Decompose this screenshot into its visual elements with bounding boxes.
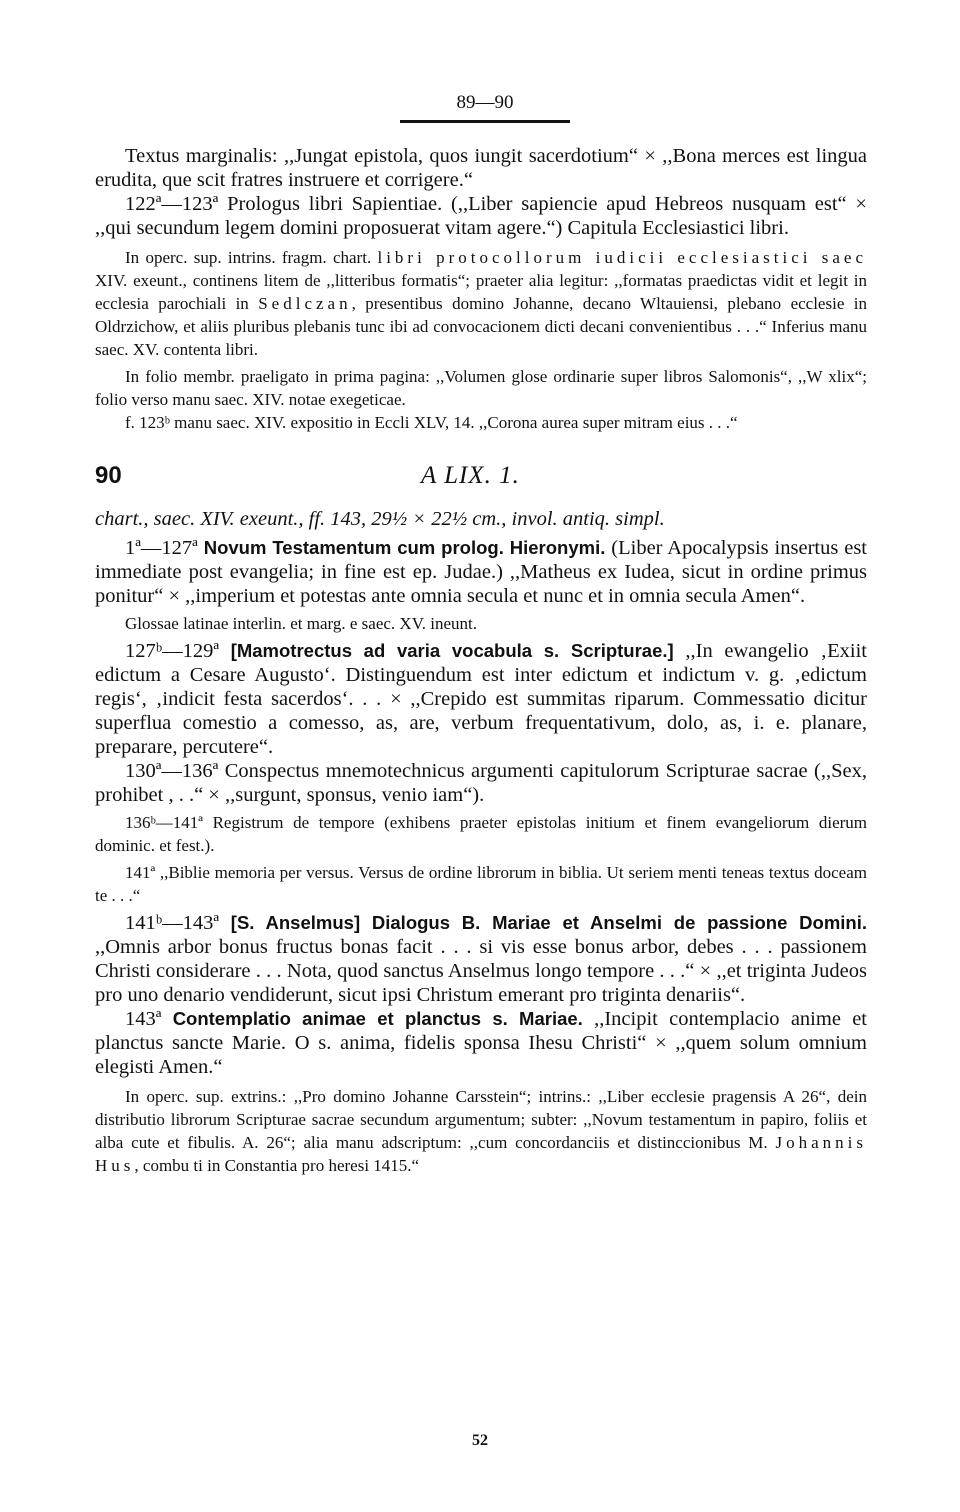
operc-note-spaced: libri protocollorum iudicii ecclesiastici saec [377, 248, 868, 267]
operc-extrins-note [95, 1085, 867, 1177]
item-range: 1ª—127ª [125, 537, 204, 559]
item-range: 141ᵇ—143ª [125, 912, 231, 934]
item-title: [S. Anselmus] Dialogus B. Mariae et Anselmi de passione Domini. [230, 912, 867, 933]
item-mamotrectus [95, 639, 867, 759]
operc-extrins-b: , combu ti in Constantia pro heresi 1415.“ [134, 1156, 420, 1175]
item-text: ,,Omnis arbor bonus fructus bonas facit . . . si vis esse bonus arbor, debes . . . passionem Christi considerare . . . Nota, quod sanctus Anselmus longo tempore . . .“ × ,,et triginta Judeos pro uno denario vendiderunt, sicut ipsi Christum emerant pro triginta denariis“. [95, 936, 867, 1006]
running-head: 89—90 [456, 92, 514, 113]
item-range: 143ª [125, 1008, 173, 1030]
folio-123b-note: f. 123ᵇ manu saec. XIV. expositio in Eccli XLV, 14. ,,Corona aurea super mitram eius . . .“ [125, 413, 738, 432]
item-novum-testamentum [95, 536, 867, 608]
page-body [95, 144, 867, 1177]
item-title: Contemplatio animae et planctus s. Mariae. [172, 1008, 583, 1029]
item-text: ,,In ewangelio ‚Exiit edictum a Cesare Augusto‘. Distinguendum est inter edictum et indictum v. g. ‚edictum regis‘, ‚indicit festa sacerdos‘. . . × ,,Crepido est summitas riparum. Commessatio dicitur superflua comestio a comesso, as, are, verbum frequentativum, dolo, as, i. e. planare, preparare, percutere“. [95, 640, 867, 758]
item-contemplatio [95, 1007, 867, 1079]
prologus-sapientiae: 122ª—123ª Prologus libri Sapientiae. (,,Liber sapiencie apud Hebreos nusquam est“ × ,,qui secundum legem domini proposuerat vitam agere.“) Capitula Ecclesiastici libri. [95, 193, 867, 239]
operc-note-a: In operc. sup. intrins. fragm. chart. [125, 248, 378, 267]
item-range: 127ᵇ—129ª [125, 640, 231, 662]
operc-extrins-a: In operc. sup. extrins.: ,,Pro domino Johanne Carsstein“; intrins.: ,,Liber ecclesie pragensis A 26“, dein distributio librorum Scripturae sacrae secundum argumentum; subter: ,,Novum testamentum in papiro, foliis et alba cute et fibulis. A. 26“; alia manu adscriptum: ,,cum concordanciis et distinccionibus M. [95, 1087, 867, 1152]
textus-marginalis: Textus marginalis: ,,Jungat epistola, quos iungit sacerdotium“ × ,,Bona merces est lingua erudita, que scit fratres instruere et corrigere.“ [95, 145, 867, 191]
item-biblie-memoria: 141ª ,,Biblie memoria per versus. Versus de ordine librorum in biblia. Ut seriem menti teneas textus doceam te . . .“ [95, 863, 867, 905]
page-number: 52 [472, 1432, 488, 1449]
operc-note-b: XIV. exeunt., continens litem de ,,litteribus formatis“; praeter alia legitur: ,,formatas praedictas vidit et legit in ecclesia parochiali in [95, 271, 867, 313]
folio-membr-note: In folio membr. praeligato in prima pagina: ,,Volumen glose ordinarie super libros Salomonis“, ,,W xlix“; folio verso manu saec. XIV. notae exegeticae. [95, 367, 867, 409]
place-name: Sedlczan [258, 294, 352, 313]
item-title: [Mamotrectus ad varia vocabula s. Scripturae.] [230, 640, 674, 661]
manuscript-description: chart., saec. XIV. exeunt., ff. 143, 29½ × 22½ cm., invol. antiq. simpl. [95, 508, 665, 530]
item-conspectus: 130ª—136ª Conspectus mnemotechnicus argumenti capitulorum Scripturae sacrae (,,Sex, prohibet , . .“ × ,,surgunt, sponsus, venio iam“). [95, 760, 867, 806]
manuscript-number: 90 [95, 462, 122, 489]
manuscript-signature: A LIX. 1. [421, 462, 520, 489]
item-registrum: 136ᵇ—141ª Registrum de tempore (exhibens praeter epistolas initium et finem evangeliorum dierum dominic. et fest.). [95, 813, 867, 855]
item-text: ,,Incipit contemplacio anime et planctus sancte Marie. O s. anima, fidelis sponsa Ihesu Christi“ × ,,quem solum omnium elegisti Amen.“ [95, 1008, 867, 1078]
person-name: Johannis Hus [95, 1133, 867, 1175]
item-anselmus [95, 911, 867, 1007]
item-text: (Liber Apocalypsis insertus est immediate post evangelia; in fine est ep. Judae.) ,,Matheus ex Iudea, sicut in ordine primus ponitur“ × ,,imperium et potestas ante omnia secula et nunc et in omnia secula Amen“. [95, 537, 868, 607]
operc-note-c: , presentibus domino Johanne, decano Wltauiensi, plebano ecclesie in Oldrzichow, et aliis pluribus plebanis tunc ibi ad convocacionem dicti decani convenientibus . . .“ Inferius manu saec. XV. contenta libri. [95, 294, 867, 359]
item-title: Novum Testamentum cum prolog. Hieronymi. [203, 537, 606, 558]
glossae-note: Glossae latinae interlin. et marg. e saec. XV. ineunt. [125, 614, 478, 633]
operc-note [95, 246, 867, 361]
manuscript-heading [95, 462, 867, 506]
header-rule [400, 120, 570, 123]
